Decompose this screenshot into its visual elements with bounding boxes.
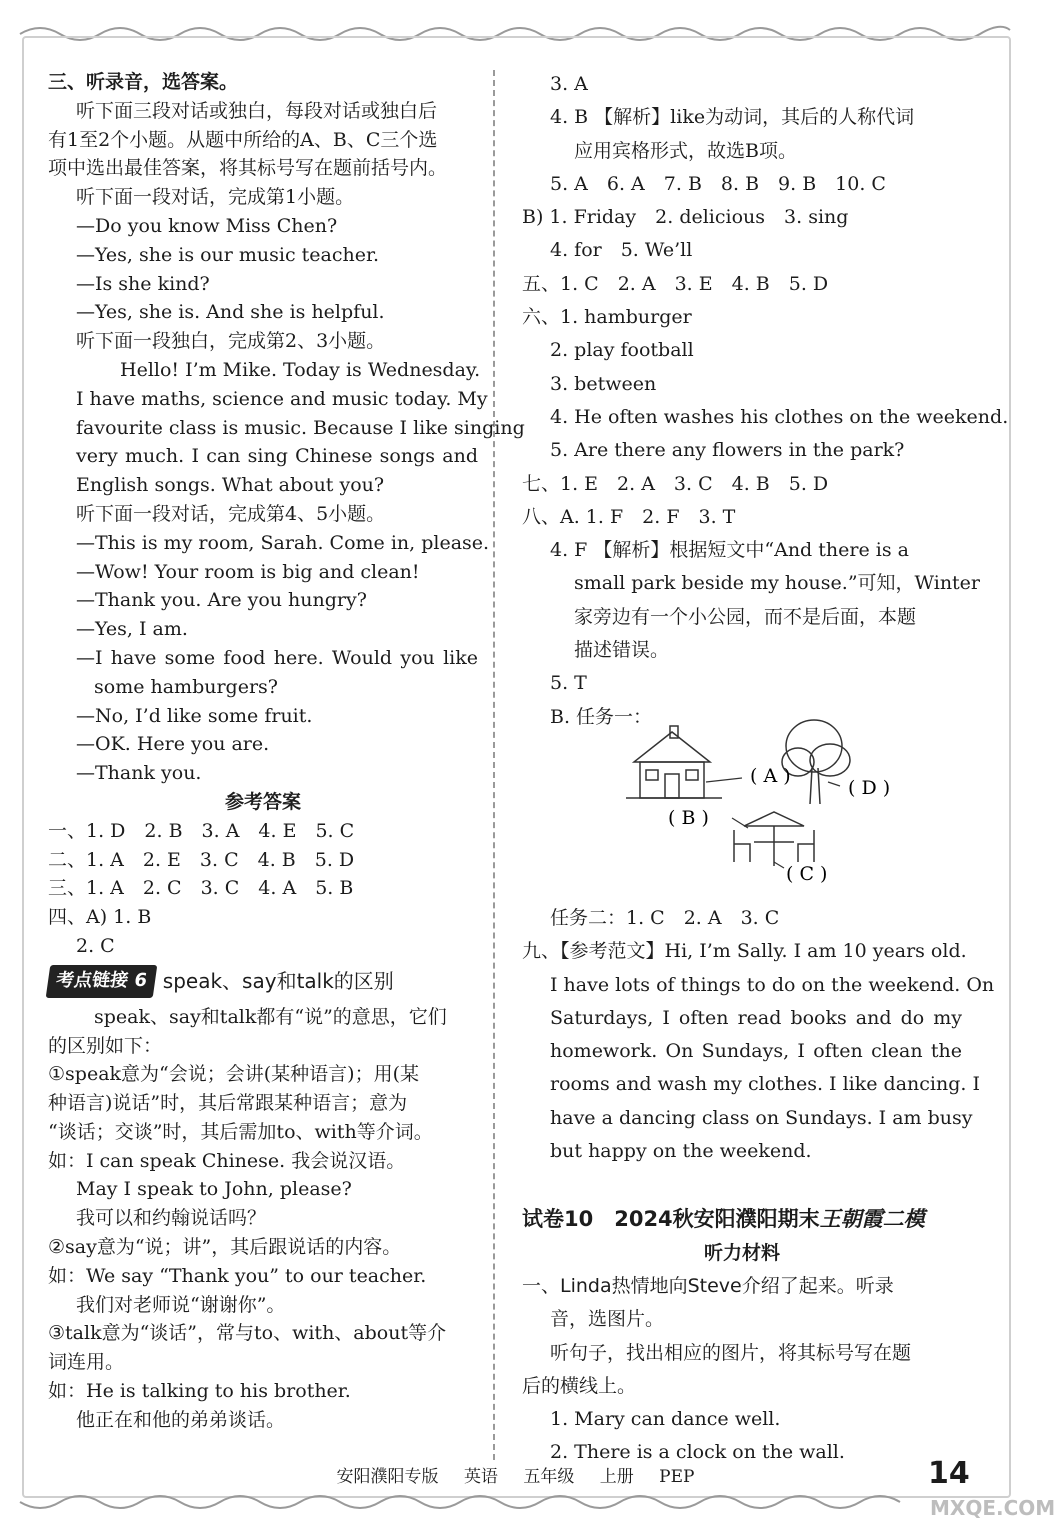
map-illustration — [522, 712, 962, 885]
answer-line: 4. He often washes his clothes on the weekend. — [550, 405, 1009, 428]
knowledge-link-title: speak、say和talk的区别 — [162, 969, 394, 994]
text-line: 有1至2个小题。从题中所给的A、B、C三个选 — [48, 128, 438, 151]
left-column — [48, 68, 525, 1435]
dialogue-line: —I have some food here. Would you like — [76, 646, 478, 669]
answer-line: 三、1. A 2. C 3. C 4. A 5. B — [48, 877, 354, 900]
answer-line: 描述错误。 — [574, 639, 670, 662]
text-line: 听下面一段对话，完成第1小题。 — [76, 186, 355, 209]
dialogue-line: —Wow! Your room is big and clean! — [76, 560, 420, 583]
test-title — [522, 1202, 962, 1236]
page-footer — [0, 1462, 1031, 1487]
answer-line: 4. B 【解析】like为动词，其后的人称代词 — [550, 106, 915, 129]
page-number: 14 — [928, 1456, 970, 1491]
right-column — [522, 68, 1009, 1470]
text-line: 我可以和约翰说话吗？ — [76, 1207, 267, 1230]
text-line: 如：He is talking to his brother. — [48, 1380, 351, 1403]
map-figure — [522, 734, 962, 902]
answer-line: 4. F 【解析】根据短文中“And there is a — [550, 539, 909, 562]
bottom-border-decoration — [0, 1492, 1031, 1532]
essay-line: Saturdays, I often read books and do my — [550, 1006, 962, 1029]
footer-grade: 五年级 — [523, 1467, 575, 1487]
answer-line: 2. C — [76, 934, 115, 957]
answer-line: 应用宾格形式，故选B项。 — [574, 139, 797, 162]
dialogue-line: —Yes, she is. And she is helpful. — [76, 301, 385, 324]
dialogue-line: —Thank you. Are you hungry? — [76, 589, 367, 612]
essay-line: rooms and wash my clothes. I like dancing. I — [550, 1073, 980, 1096]
footer-series: PEP — [659, 1467, 695, 1487]
sentence-line: 2. There is a clock on the wall. — [550, 1441, 845, 1464]
answer-line: 4. for 5. We’ll — [550, 239, 693, 262]
answer-line: 八、A. 1. F 2. F 3. T — [522, 505, 736, 528]
top-border-decoration — [0, 0, 1031, 40]
answer-line: 5. T — [550, 672, 587, 695]
dialogue-line: —Is she kind? — [76, 272, 210, 295]
text-line: 听句子，找出相应的图片，将其标号写在题 — [550, 1341, 912, 1364]
footer-volume: 上册 — [599, 1467, 634, 1487]
test-title-main: 试卷10 2024秋安阳濮阳期末 — [522, 1207, 820, 1232]
essay-line: I have lots of things to do on the weekend. On — [550, 973, 995, 996]
answer-line: 5. Are there any flowers in the park? — [550, 439, 905, 462]
monologue-line: English songs. What about you? — [76, 474, 385, 497]
text-line: 项中选出最佳答案，将其标号写在题前括号内。 — [48, 157, 448, 180]
answer-line: 五、1. C 2. A 3. E 4. B 5. D — [522, 272, 829, 295]
answer-line: 家旁边有一个小公园，而不是后面，本题 — [574, 605, 917, 628]
answer-line: B. 任务一： — [550, 705, 653, 728]
dialogue-line: some hamburgers? — [94, 675, 278, 698]
answer-line: 一、1. D 2. B 3. A 4. E 5. C — [48, 819, 355, 842]
footer-subject: 英语 — [463, 1467, 498, 1487]
answer-line: 七、1. E 2. A 3. C 4. B 5. D — [522, 472, 829, 495]
monologue-line: favourite class is music. Because I like singing — [76, 416, 525, 439]
text-line: “谈话；交谈”时，其后需加to、with等介词。 — [48, 1120, 433, 1143]
text-line: 我们对老师说“谢谢你”。 — [76, 1293, 286, 1316]
section-title: 三、听录音，选答案。 — [48, 71, 239, 93]
text-line: speak、say和talk都有“说”的意思，它们 — [94, 1005, 447, 1028]
dialogue-line: —This is my room, Sarah. Come in, please. — [76, 531, 490, 554]
answer-line: B) 1. Friday 2. delicious 3. sing — [522, 206, 849, 229]
text-line: 听下面三段对话或独白，每段对话或独白后 — [76, 99, 438, 122]
dialogue-line: —OK. Here you are. — [76, 733, 270, 756]
monologue-line: I have maths, science and music today. My — [76, 387, 488, 410]
monologue-line: Hello! I’m Mike. Today is Wednesday. — [120, 358, 481, 381]
text-line: 如：We say “Thank you” to our teacher. — [48, 1264, 427, 1287]
essay-line: 九、【参考范文】Hi, I’m Sally. I am 10 years old. — [522, 940, 967, 963]
text-line: May I speak to John, please? — [76, 1178, 352, 1201]
section-title: 音，选图片。 — [550, 1308, 665, 1331]
test-title-brand: 王朝霞二模 — [819, 1206, 925, 1232]
answer-line: 3. between — [550, 372, 657, 395]
text-line: 听下面一段对话，完成第4、5小题。 — [76, 502, 386, 525]
label-c: ( C ) — [786, 862, 828, 885]
answer-line: small park beside my house.”可知，Winter — [574, 572, 981, 595]
house-illustration — [626, 726, 722, 798]
answer-line: 任务二：1. C 2. A 3. C — [550, 906, 780, 929]
knowledge-link-banner — [48, 965, 478, 999]
section-title: 一、Linda热情地向Steve介绍了起来。听录 — [522, 1274, 894, 1297]
text-line: 听下面一段独白，完成第2、3小题。 — [76, 330, 386, 353]
answer-line: 5. A 6. A 7. B 8. B 9. B 10. C — [550, 172, 886, 195]
label-a: ( A ) — [750, 764, 791, 787]
essay-line: have a dancing class on Sundays. I am busy — [550, 1106, 973, 1129]
dialogue-line: —Yes, I am. — [76, 618, 188, 641]
text-line: 后的横线上。 — [522, 1374, 637, 1397]
text-line: 如：I can speak Chinese. 我会说汉语。 — [48, 1149, 406, 1172]
footer-edition: 安阳濮阳专版 — [336, 1467, 439, 1487]
answer-line: 六、1. hamburger — [522, 306, 692, 329]
watermark: MXQE.COM — [930, 1496, 1055, 1520]
tree-illustration — [782, 720, 850, 804]
answer-line: 2. play football — [550, 339, 694, 362]
label-b: ( B ) — [668, 806, 709, 829]
listening-title: 听力材料 — [703, 1241, 780, 1264]
text-line: 他正在和他的弟弟谈话。 — [76, 1408, 286, 1431]
monologue-line: very much. I can sing Chinese songs and — [76, 445, 478, 468]
table-chairs-illustration — [734, 812, 814, 866]
text-line: 种语言)说话”时，其后常跟某种语言；意为 — [48, 1092, 408, 1115]
text-line: ③talk意为“谈话”，常与to、with、about等介 — [48, 1322, 447, 1345]
text-line: ②say意为“说；讲”，其后跟说话的内容。 — [48, 1236, 402, 1259]
dialogue-line: —Do you know Miss Chen? — [76, 214, 338, 237]
column-divider — [493, 70, 495, 1460]
text-line: 的区别如下： — [48, 1034, 163, 1057]
label-d: ( D ) — [848, 776, 891, 799]
dialogue-line: —No, I’d like some fruit. — [76, 704, 313, 727]
dialogue-line: —Yes, she is our music teacher. — [76, 243, 380, 266]
essay-line: homework. On Sundays, I often clean the — [550, 1040, 962, 1063]
answer-line: 3. A — [550, 73, 588, 95]
dialogue-line: —Thank you. — [76, 762, 202, 785]
knowledge-link-tag: 考点链接 6 — [46, 965, 157, 998]
answer-line: 四、A) 1. B — [48, 906, 152, 929]
text-line: ①speak意为“会说；会讲(某种语言)；用(某 — [48, 1063, 419, 1086]
answers-title: 参考答案 — [224, 790, 301, 813]
essay-line: but happy on the weekend. — [550, 1140, 812, 1163]
text-line: 词连用。 — [48, 1351, 125, 1374]
sentence-line: 1. Mary can dance well. — [550, 1408, 781, 1431]
answer-line: 二、1. A 2. E 3. C 4. B 5. D — [48, 848, 355, 871]
